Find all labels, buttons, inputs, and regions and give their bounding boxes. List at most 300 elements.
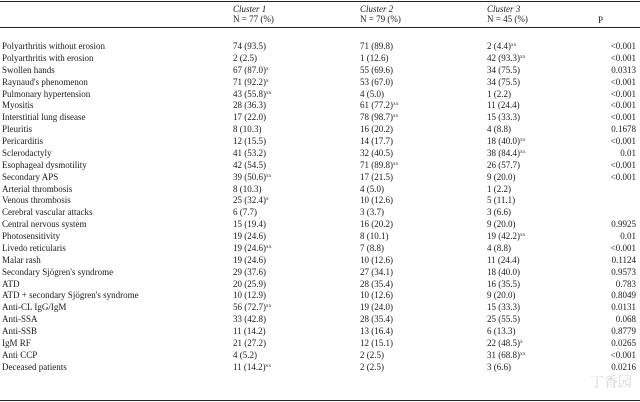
cluster2-value: [360, 207, 384, 219]
cluster1-value: [233, 53, 257, 65]
cluster1-value: [233, 231, 266, 243]
cluster1-value-text: 74 (93.5): [233, 41, 266, 51]
cluster3-value-text: 34 (75.5): [487, 64, 520, 75]
row-label-text: Swollen hands: [2, 64, 55, 75]
significance-marker: xx: [266, 243, 272, 250]
row-label: [2, 65, 55, 77]
cluster3-value-text: 3 (6.6): [487, 207, 511, 218]
table-bottom-rule: [0, 400, 640, 401]
cluster1-value-text: 41 (53.2): [233, 147, 266, 158]
cluster3-value-text: 2 (4.4): [487, 41, 511, 51]
cluster1-value: [233, 124, 262, 136]
p-value-text: 0.9925: [611, 219, 636, 230]
p-value: [611, 326, 636, 338]
cluster1-value-text: 17 (22.0): [233, 112, 266, 123]
cluster2-value-text: 10 (12.6): [360, 254, 393, 265]
row-label-text: Polyarthritis without erosion: [2, 41, 105, 51]
significance-marker: xx: [266, 172, 272, 179]
cluster2-value-text: 16 (20.2): [360, 219, 393, 230]
cluster1-header: [233, 4, 274, 24]
p-value-text: <0.001: [610, 349, 636, 360]
cluster1-value: [233, 172, 272, 184]
cluster3-value: [487, 41, 517, 53]
table-row: [0, 338, 640, 350]
table-row: [0, 160, 640, 172]
cluster2-value: [360, 136, 393, 148]
cluster2-value-text: 16 (20.2): [360, 124, 393, 135]
significance-marker: x: [266, 65, 269, 72]
p-value: [611, 290, 636, 302]
cluster3-value: [487, 100, 520, 112]
cluster2-value: [360, 89, 384, 101]
p-value-text: 0.01: [620, 231, 636, 241]
row-label-text: Anti-SSB: [2, 326, 38, 336]
cluster1-value: [233, 350, 257, 362]
p-value: [620, 231, 636, 243]
cluster1-value: [233, 148, 266, 160]
p-value: [611, 267, 636, 279]
p-value: [611, 219, 636, 231]
cluster1-value: [233, 195, 269, 207]
p-value: [611, 172, 636, 184]
cluster3-value: [487, 231, 526, 243]
row-label: [2, 112, 85, 124]
cluster3-value-text: 18 (40.0): [487, 136, 520, 146]
cluster3-value: [487, 207, 511, 219]
row-label-text: Anti-SSA: [2, 314, 38, 325]
p-value-text: 0.0216: [611, 361, 636, 372]
row-label: [2, 148, 51, 160]
table-row: [0, 290, 640, 302]
cluster2-value-text: 27 (34.1): [360, 266, 393, 277]
significance-marker: x: [520, 338, 523, 345]
table-row: [0, 172, 640, 184]
significance-marker: x: [266, 77, 269, 84]
p-value: [611, 160, 636, 172]
data-table-body: [0, 41, 640, 374]
cluster2-value-text: 14 (17.7): [360, 136, 393, 146]
row-label-text: Secondary APS: [2, 171, 59, 182]
cluster2-value-text: 12 (15.1): [360, 337, 393, 348]
cluster1-value-text: 43 (55.8): [233, 88, 266, 99]
cluster1-value-text: 19 (24.6): [233, 242, 266, 253]
cluster1-value-text: 29 (37.6): [233, 266, 266, 277]
cluster3-value: [487, 195, 515, 207]
cluster1-value: [233, 314, 266, 326]
cluster2-value: [360, 362, 384, 374]
cluster3-value: [487, 326, 516, 338]
row-label: [2, 77, 88, 89]
cluster1-value-text: 28 (36.3): [233, 100, 266, 111]
row-label-text: Malar rash: [2, 254, 41, 265]
cluster3-value: [487, 279, 520, 291]
cluster1-value: [233, 290, 266, 302]
cluster3-header: [487, 4, 528, 24]
cluster2-value: [360, 100, 399, 112]
table-row: [0, 302, 640, 314]
significance-marker: xx: [520, 232, 526, 238]
cluster1-value: [233, 243, 272, 255]
cluster1-value: [233, 89, 272, 101]
row-label-text: Livedo reticularis: [2, 242, 66, 253]
cluster2-value: [360, 184, 384, 196]
cluster2-value: [360, 243, 384, 255]
cluster2-value-text: 4 (5.0): [360, 88, 384, 99]
cluster3-value: [487, 148, 526, 160]
row-label: [2, 172, 58, 184]
row-label-text: Pulmonary hypertension: [2, 88, 91, 99]
cluster3-value-text: 25 (55.5): [487, 314, 520, 325]
p-value-text: 0.8779: [611, 326, 636, 336]
table-row: [0, 89, 640, 101]
cluster2-value-text: 1 (12.6): [360, 52, 389, 63]
p-value-text: <0.001: [610, 41, 636, 51]
cluster3-value: [487, 124, 511, 136]
cluster2-value-text: 2 (2.5): [360, 361, 384, 372]
p-value: [611, 41, 636, 53]
table-top-rule: [0, 1, 640, 2]
row-label-text: Sclerodactyly: [2, 147, 52, 158]
cluster3-value: [487, 112, 520, 124]
significance-marker: xx: [393, 113, 399, 120]
p-value-text: <0.001: [610, 136, 636, 146]
cluster3-value-text: 42 (93.3): [487, 52, 520, 63]
row-label-text: Arterial thrombosis: [2, 183, 73, 194]
cluster2-value-text: 4 (5.0): [360, 183, 384, 194]
cluster1-value: [233, 219, 266, 231]
cluster2-value-text: 78 (98.7): [360, 112, 393, 123]
p-value: [611, 77, 636, 89]
p-value: [612, 255, 636, 267]
p-value-text: 0.0313: [611, 64, 636, 75]
cluster2-value: [360, 338, 393, 350]
table-row: [0, 136, 640, 148]
table-row: [0, 41, 640, 53]
p-value-text: 0.783: [615, 278, 636, 289]
p-value-text: 0.8049: [611, 290, 636, 301]
row-label-text: Central nervous system: [2, 219, 87, 230]
cluster3-value-text: 4 (8.8): [487, 242, 511, 253]
row-label: [2, 255, 41, 267]
cluster1-value-text: 56 (72.7): [233, 302, 266, 313]
p-value: [611, 65, 636, 77]
row-label-text: Anti-CL IgG/IgM: [2, 302, 67, 313]
cluster1-value-text: 21 (27.2): [233, 337, 266, 348]
p-value-text: <0.001: [610, 171, 636, 182]
p-value-text: <0.001: [610, 159, 636, 170]
table-row: [0, 231, 640, 243]
table-row: [0, 267, 640, 279]
cluster3-value-text: 34 (75.5): [487, 76, 520, 87]
cluster2-value-text: 28 (35.4): [360, 314, 393, 325]
cluster3-value-text: 9 (20.0): [487, 171, 516, 182]
cluster1-value: [233, 184, 262, 196]
cluster1-value-text: 12 (15.5): [233, 136, 266, 146]
cluster2-value-text: 28 (35.4): [360, 278, 393, 289]
row-label: [2, 136, 43, 148]
cluster2-header: [360, 4, 401, 24]
cluster2-value: [360, 41, 393, 53]
cluster2-value-text: 17 (21.5): [360, 171, 393, 182]
p-value-text: <0.001: [610, 112, 636, 123]
row-label: [2, 219, 87, 231]
cluster1-value-text: 39 (50.6): [233, 171, 266, 182]
cluster2-value: [360, 255, 393, 267]
row-label: [2, 326, 37, 338]
table-row: [0, 124, 640, 136]
cluster1-name: Cluster 1: [233, 4, 267, 14]
cluster2-value: [360, 314, 393, 326]
row-label: [2, 53, 94, 65]
p-value: [611, 53, 636, 65]
cluster3-value-text: 38 (84.4): [487, 147, 520, 158]
cluster2-value-text: 7 (8.8): [360, 242, 384, 253]
significance-marker: xx: [266, 303, 272, 310]
p-value: [611, 302, 636, 314]
cluster3-value-text: 18 (40.0): [487, 266, 520, 277]
cluster1-value-text: 4 (5.2): [233, 349, 257, 360]
cluster2-value-text: 10 (12.6): [360, 290, 393, 301]
cluster1-value: [233, 267, 266, 279]
cluster2-value: [360, 124, 393, 136]
table-row: [0, 243, 640, 255]
cluster1-value: [233, 160, 266, 172]
p-value-text: <0.001: [610, 76, 636, 87]
row-label-text: Anti CCP: [2, 349, 38, 360]
cluster2-value: [360, 302, 393, 314]
row-label-text: Raynaud's phenomenon: [2, 76, 88, 87]
cluster3-value-text: 11 (24.4): [487, 100, 520, 111]
cluster3-value-text: 6 (13.3): [487, 326, 516, 336]
cluster3-value: [487, 302, 520, 314]
cluster3-value: [487, 314, 520, 326]
p-value-text: 0.0265: [611, 337, 636, 348]
table-row: [0, 112, 640, 124]
table-row: [0, 184, 640, 196]
cluster2-value-text: 13 (16.4): [360, 326, 393, 336]
cluster1-value: [233, 279, 266, 291]
p-value-text: 0.0131: [611, 302, 636, 313]
cluster1-value-text: 25 (32.4): [233, 195, 266, 206]
cluster2-value-text: 71 (89.8): [360, 41, 393, 51]
p-value-text: <0.001: [610, 52, 636, 63]
cluster2-value: [360, 267, 393, 279]
row-label: [2, 184, 72, 196]
table-row: [0, 77, 640, 89]
cluster3-value: [487, 89, 511, 101]
row-label-text: Polyarthritis with erosion: [2, 52, 94, 63]
cluster2-value: [360, 219, 393, 231]
cluster1-value: [233, 136, 266, 148]
cluster2-value: [360, 326, 393, 338]
row-label-text: Pleuritis: [2, 124, 33, 135]
cluster3-value: [487, 184, 511, 196]
cluster1-value: [233, 112, 266, 124]
cluster1-value-text: 33 (42.8): [233, 314, 266, 325]
cluster3-value-text: 15 (33.3): [487, 302, 520, 313]
cluster1-value-text: 19 (24.6): [233, 254, 266, 265]
cluster1-value-text: 2 (2.5): [233, 52, 257, 63]
table-row: [0, 219, 640, 231]
cluster2-value-text: 3 (3.7): [360, 207, 384, 218]
cluster3-value: [487, 255, 520, 267]
cluster1-value-text: 19 (24.6): [233, 231, 266, 241]
cluster2-value: [360, 53, 389, 65]
table-row: [0, 314, 640, 326]
table-row: [0, 207, 640, 219]
row-label: [2, 314, 38, 326]
cluster2-value: [360, 112, 399, 124]
cluster3-value: [487, 243, 511, 255]
cluster1-value: [233, 326, 266, 338]
table-row: [0, 255, 640, 267]
cluster1-value-text: 15 (19.4): [233, 219, 266, 230]
row-label: [2, 362, 67, 374]
cluster3-value-text: 22 (48.5): [487, 337, 520, 348]
cluster2-value-text: 61 (77.2): [360, 100, 393, 111]
cluster1-value: [233, 362, 271, 374]
cluster3-value-text: 19 (42.2): [487, 231, 520, 241]
table-row: [0, 65, 640, 77]
cluster2-value: [360, 290, 393, 302]
cluster3-value: [487, 267, 520, 279]
p-value: [611, 136, 636, 148]
cluster1-value-text: 20 (25.9): [233, 278, 266, 289]
table-row: [0, 326, 640, 338]
row-label: [2, 100, 34, 112]
p-value-text: 0.9573: [611, 266, 636, 277]
cluster1-value-text: 10 (12.9): [233, 290, 266, 301]
row-label: [2, 195, 71, 207]
p-value-text: <0.001: [610, 88, 636, 99]
cluster3-value-text: 15 (33.3): [487, 112, 520, 123]
cluster2-value: [360, 160, 399, 172]
cluster2-n: N = 79 (%): [360, 14, 401, 24]
p-value-text: 0.1124: [611, 254, 636, 265]
cluster2-value: [360, 148, 393, 160]
cluster2-value: [360, 350, 384, 362]
cluster3-value-text: 3 (6.6): [487, 361, 511, 372]
cluster2-value-text: 8 (10.1): [360, 231, 389, 241]
table-row: [0, 350, 640, 362]
row-label-text: Venous thrombosis: [2, 195, 71, 206]
cluster3-value: [487, 350, 526, 362]
p-value-text: 0.068: [615, 314, 636, 325]
table-row: [0, 195, 640, 207]
p-value: [620, 148, 636, 160]
cluster1-value-text: 71 (92.2): [233, 76, 266, 87]
cluster2-value-text: 71 (89.8): [360, 159, 393, 170]
cluster2-value-text: 55 (69.6): [360, 64, 393, 75]
cluster3-value: [487, 219, 516, 231]
p-value: [611, 243, 636, 255]
significance-marker: xx: [393, 160, 399, 167]
cluster3-value: [487, 338, 523, 350]
cluster1-value-text: 8 (10.3): [233, 124, 262, 135]
significance-marker: xx: [266, 89, 272, 96]
cluster3-value-text: 5 (11.1): [487, 195, 516, 206]
cluster3-name: Cluster 3: [487, 4, 521, 14]
p-header: P: [598, 15, 604, 25]
cluster1-value-text: 42 (54.5): [233, 159, 266, 170]
cluster1-value: [233, 65, 269, 77]
cluster2-value: [360, 77, 393, 89]
p-value: [616, 314, 636, 326]
row-label-text: IgM RF: [2, 337, 31, 348]
cluster3-value: [487, 290, 516, 302]
row-label: [2, 41, 105, 53]
significance-marker: xx: [520, 53, 526, 60]
cluster2-value: [360, 279, 393, 291]
row-label: [2, 89, 90, 101]
cluster3-value: [487, 136, 526, 148]
cluster1-value-text: 6 (7.7): [233, 207, 257, 218]
cluster2-value-text: 53 (67.0): [360, 76, 393, 87]
cluster1-value-text: 67 (87.0): [233, 64, 266, 75]
significance-marker: x: [266, 196, 269, 203]
cluster3-value-text: 16 (35.5): [487, 278, 520, 289]
cluster3-value: [487, 160, 520, 172]
significance-marker: xx: [520, 148, 526, 155]
table-row: [0, 279, 640, 291]
row-label: [2, 243, 66, 255]
cluster3-value-text: 1 (2.2): [487, 88, 511, 99]
row-label-text: Myositis: [2, 100, 34, 111]
table-row: [0, 148, 640, 160]
cluster3-value-text: 11 (24.4): [487, 254, 520, 265]
row-label-text: Cerebral vascular attacks: [2, 207, 93, 218]
cluster3-value-text: 31 (68.8): [487, 349, 520, 360]
row-label: [2, 279, 20, 291]
table-row: [0, 53, 640, 65]
p-value: [611, 338, 636, 350]
row-label: [2, 160, 87, 172]
p-value: [611, 100, 636, 112]
row-label: [2, 207, 92, 219]
row-label: [2, 231, 60, 243]
cluster2-value: [360, 172, 393, 184]
row-label-text: Deceased patients: [2, 361, 67, 372]
cluster1-value-text: 11 (14.2): [233, 326, 266, 336]
p-value-text: <0.001: [610, 242, 636, 253]
cluster1-n: N = 77 (%): [233, 14, 274, 24]
cluster2-value-text: 10 (12.6): [360, 195, 393, 206]
row-label-text: Pericarditis: [2, 136, 43, 146]
significance-marker: xx: [393, 101, 399, 108]
cluster1-value: [233, 100, 266, 112]
row-label-text: Esophageal dysmotility: [2, 159, 87, 170]
cluster3-n: N = 45 (%): [487, 14, 528, 24]
cluster3-value-text: 4 (8.8): [487, 124, 511, 135]
cluster1-value: [233, 302, 272, 314]
cluster2-value-text: 19 (24.0): [360, 302, 393, 313]
row-label-text: Secondary Sjögren's syndrome: [2, 266, 114, 277]
row-label-text: Interstitial lung disease: [2, 112, 86, 123]
row-label-text: ATD: [2, 278, 20, 289]
significance-marker: xx: [520, 137, 526, 143]
table-row: [0, 100, 640, 112]
row-label-text: Photosensitivity: [2, 231, 61, 241]
cluster3-value: [487, 77, 520, 89]
row-label: [2, 338, 31, 350]
row-label: [2, 124, 32, 136]
cluster1-value: [233, 207, 257, 219]
cluster2-value: [360, 231, 389, 243]
row-label: [2, 350, 37, 362]
cluster1-value: [233, 41, 266, 53]
cluster1-value: [233, 255, 266, 267]
watermark-logo: 丁香园: [590, 375, 632, 391]
